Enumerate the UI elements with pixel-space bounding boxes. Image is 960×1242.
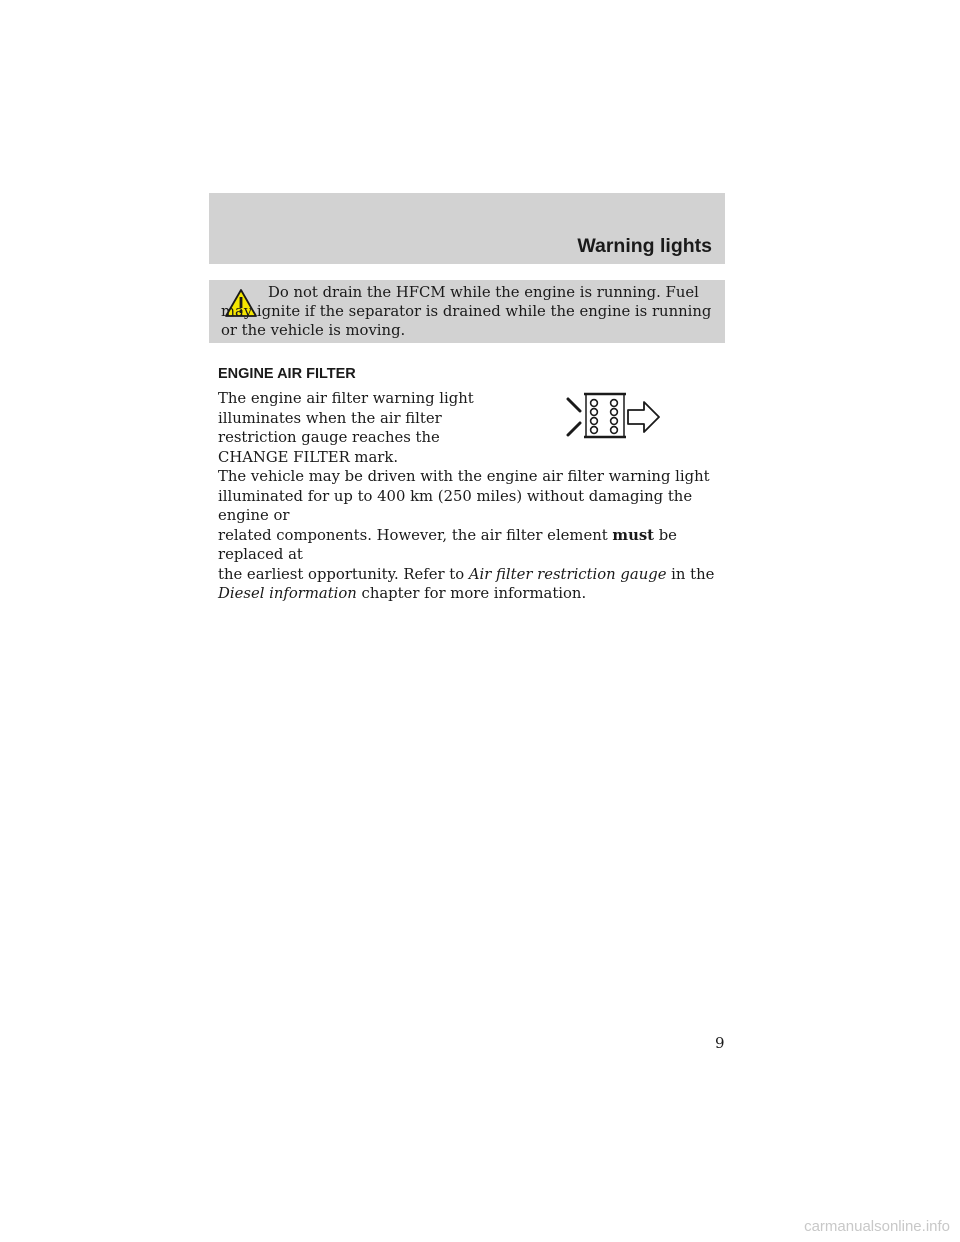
air-filter-warning-icon bbox=[566, 390, 662, 440]
reference-air-filter-gauge: Air filter restriction gauge bbox=[468, 565, 667, 583]
para1-line: CHANGE FILTER mark. bbox=[218, 448, 399, 466]
page-number: 9 bbox=[715, 1034, 725, 1052]
para2-text: the earliest opportunity. Refer to bbox=[218, 565, 469, 583]
para1-line: restriction gauge reaches the bbox=[218, 429, 440, 446]
chapter-title: Warning lights bbox=[577, 235, 712, 257]
filter-light-description bbox=[218, 389, 478, 467]
para2-text: be replaced at bbox=[218, 526, 677, 563]
para1-line: illuminates when the air filter bbox=[218, 409, 442, 427]
para2-text: chapter for more information. bbox=[356, 585, 587, 602]
section-heading: ENGINE AIR FILTER bbox=[218, 366, 356, 382]
para2-text: in the bbox=[666, 565, 715, 583]
reference-diesel-info: Diesel information bbox=[218, 585, 357, 602]
filter-driving-info bbox=[218, 467, 728, 604]
para1-line: The engine air filter warning light bbox=[218, 390, 474, 407]
header-band bbox=[209, 193, 725, 264]
para2-text: related components. However, the air filter element bbox=[218, 526, 613, 544]
para2-line: The vehicle may be driven with the engine air filter warning light bbox=[218, 468, 710, 485]
emphasis-must: must bbox=[612, 526, 654, 544]
watermark: carmanualsonline.info bbox=[804, 1218, 950, 1235]
warning-text: Do not drain the HFCM while the engine is running. Fuel may ignite if the separator is drained while the engine is running or the vehicle is moving. bbox=[221, 284, 712, 339]
para2-line: illuminated for up to 400 km (250 miles) without damaging the engine or bbox=[218, 487, 693, 524]
warning-box bbox=[209, 280, 725, 343]
